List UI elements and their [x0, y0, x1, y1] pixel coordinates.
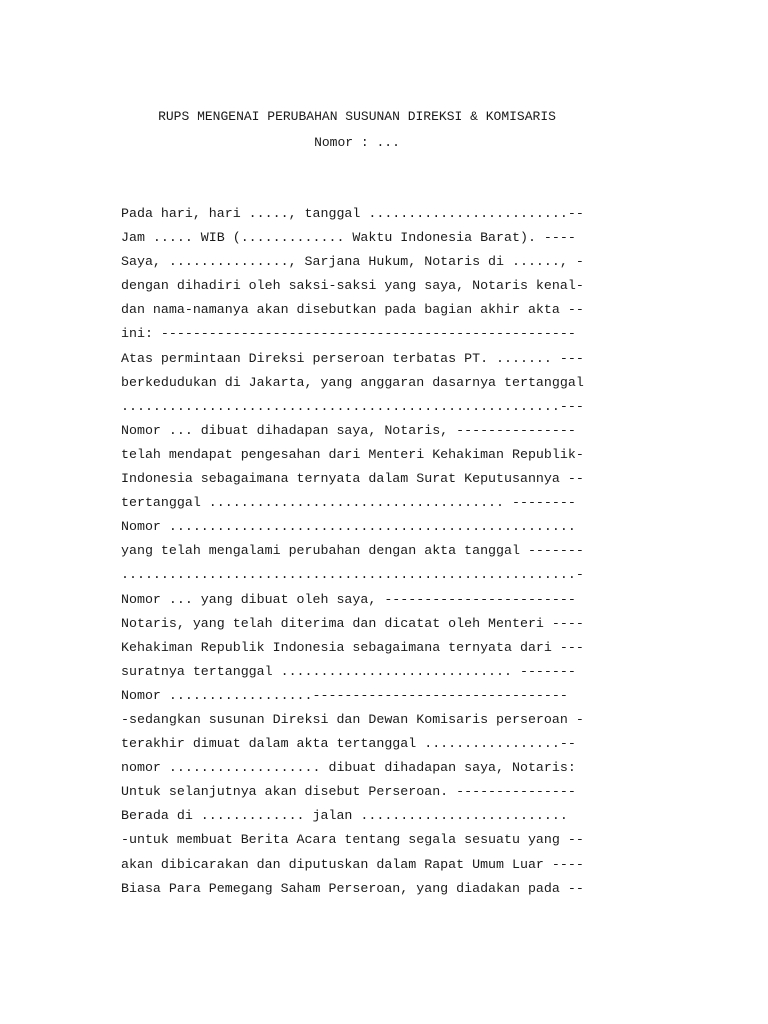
body-line: nomor ................... dibuat dihadapan saya, Notaris:: [121, 760, 576, 776]
body-line: tertanggal ..................................... --------: [121, 495, 576, 511]
document-body: [121, 206, 606, 905]
document-title: RUPS MENGENAI PERUBAHAN SUSUNAN DIREKSI & KOMISARIS: [158, 109, 556, 124]
body-line: .......................................................---: [121, 398, 584, 414]
body-line: terakhir dimuat dalam akta tertanggal .................--: [121, 736, 576, 752]
body-line: Nomor ... dibuat dihadapan saya, Notaris, ---------------: [121, 422, 576, 438]
body-line: Untuk selanjutnya akan disebut Perseroan. ---------------: [121, 784, 576, 800]
body-line: akan dibicarakan dan diputuskan dalam Rapat Umum Luar ----: [121, 856, 584, 872]
body-line: ini: ----------------------------------------------------: [121, 326, 576, 342]
body-line: -untuk membuat Berita Acara tentang segala sesuatu yang --: [121, 832, 584, 848]
body-line: Kehakiman Republik Indonesia sebagaimana ternyata dari ---: [121, 639, 584, 655]
body-line: Nomor ...................................................: [121, 519, 576, 535]
body-line: .........................................................-: [121, 567, 584, 583]
document-number: Nomor : ...: [314, 135, 400, 150]
body-line: yang telah mengalami perubahan dengan akta tanggal -------: [121, 543, 584, 559]
body-line: Saya, ..............., Sarjana Hukum, Notaris di ......, -: [121, 254, 584, 270]
body-line: Nomor ... yang dibuat oleh saya, ------------------------: [121, 591, 576, 607]
body-line: Biasa Para Pemegang Saham Perseroan, yang diadakan pada --: [121, 880, 584, 896]
body-line: dengan dihadiri oleh saksi-saksi yang saya, Notaris kenal-: [121, 278, 584, 294]
body-line: dan nama-namanya akan disebutkan pada bagian akhir akta --: [121, 302, 584, 318]
body-line: Notaris, yang telah diterima dan dicatat oleh Menteri ----: [121, 615, 584, 631]
body-line: Pada hari, hari ....., tanggal .........................--: [121, 206, 584, 221]
body-line: Atas permintaan Direksi perseroan terbatas PT. ....... ---: [121, 350, 584, 366]
body-line: Berada di ............. jalan ..........................: [121, 808, 568, 824]
body-line: Indonesia sebagaimana ternyata dalam Surat Keputusannya --: [121, 471, 584, 487]
body-line: telah mendapat pengesahan dari Menteri Kehakiman Republik-: [121, 446, 584, 462]
body-line: -sedangkan susunan Direksi dan Dewan Komisaris perseroan -: [121, 711, 584, 727]
body-line: suratnya tertanggal ............................. -------: [121, 663, 576, 679]
body-line: Nomor ..................--------------------------------: [121, 687, 568, 703]
body-line: Jam ..... WIB (............. Waktu Indonesia Barat). ----: [121, 230, 576, 246]
body-line: berkedudukan di Jakarta, yang anggaran dasarnya tertanggal: [121, 374, 584, 390]
